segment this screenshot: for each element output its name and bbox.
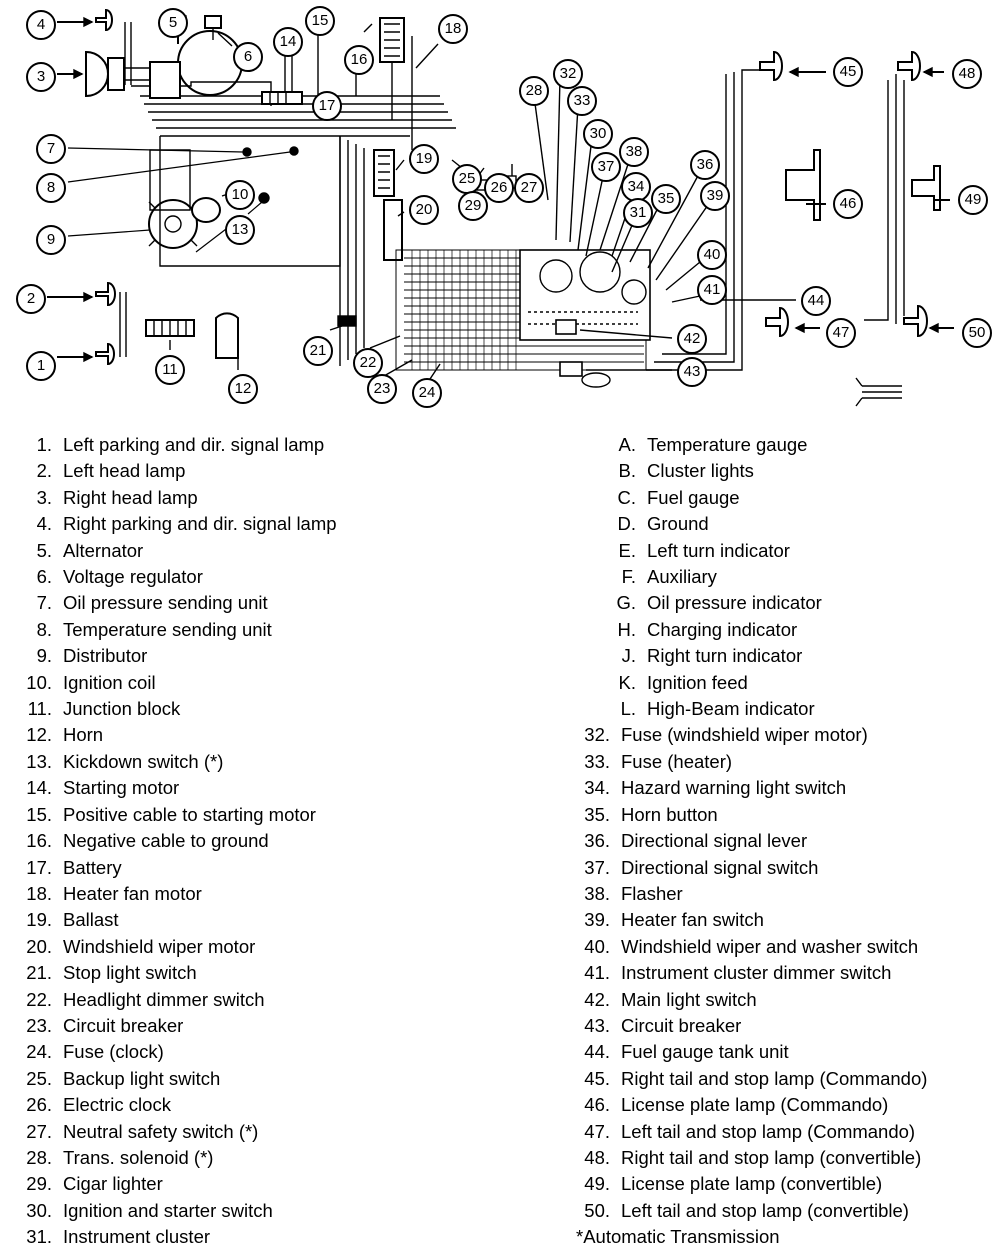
legend-right-column <box>576 432 996 1251</box>
legend-item <box>18 1092 458 1118</box>
legend-item <box>576 643 996 669</box>
legend-item-number: 31. <box>26 1226 52 1248</box>
legend-item <box>18 1198 458 1224</box>
legend-item <box>18 643 458 669</box>
legend-item-number: 41. <box>584 962 610 984</box>
legend-item <box>576 1145 996 1171</box>
legend-item <box>18 1224 458 1250</box>
legend-item-number: 49. <box>584 1173 610 1195</box>
callout-marker: 15 <box>305 6 335 36</box>
legend-item-number: D. <box>617 513 636 535</box>
legend-item-label: Hazard warning light switch <box>621 777 847 799</box>
callout-marker: 18 <box>438 14 468 44</box>
legend-item-label: License plate lamp (convertible) <box>621 1173 883 1195</box>
legend-item-label: Cigar lighter <box>63 1173 163 1195</box>
legend-item-label: Cluster lights <box>647 460 754 482</box>
legend-item <box>576 670 996 696</box>
legend-item-number: 39. <box>584 909 610 931</box>
legend-item <box>576 881 996 907</box>
legend-item-label: Instrument cluster <box>63 1226 211 1248</box>
legend-item <box>18 1145 458 1171</box>
callout-marker: 39 <box>700 181 730 211</box>
legend-item-number: 36. <box>584 830 610 852</box>
callout-marker: 5 <box>158 8 188 38</box>
legend-item <box>576 590 996 616</box>
legend-item <box>18 1013 458 1039</box>
legend-item <box>18 1171 458 1197</box>
callout-marker: 40 <box>697 240 727 270</box>
legend-item-label: Windshield wiper and washer switch <box>621 935 919 957</box>
legend-item <box>18 722 458 748</box>
legend-item <box>576 722 996 748</box>
legend-item-label: Ignition and starter switch <box>63 1199 273 1221</box>
callout-marker: 6 <box>233 42 263 72</box>
legend-item-number: 5. <box>36 539 52 561</box>
legend-item-label: Ground <box>647 513 709 535</box>
legend-item-number: 29. <box>26 1173 52 1195</box>
legend-item-label: Kickdown switch (*) <box>63 750 224 772</box>
legend-item-label: Right parking and dir. signal lamp <box>63 513 337 535</box>
legend-item-number: A. <box>618 434 636 455</box>
legend-item-label: Headlight dimmer switch <box>63 988 265 1010</box>
callout-marker: 30 <box>583 119 613 149</box>
legend-item-number: 21. <box>26 962 52 984</box>
legend-item <box>576 696 996 722</box>
callout-marker: 46 <box>833 189 863 219</box>
legend-item-number: 33. <box>584 750 610 772</box>
legend-item <box>18 960 458 986</box>
legend-item-number: 22. <box>26 988 52 1010</box>
legend-item-number: 7. <box>36 592 52 614</box>
legend-left-column <box>18 432 458 1251</box>
legend-item-number: 3. <box>36 486 52 508</box>
legend-item <box>18 485 458 511</box>
callout-marker: 29 <box>458 191 488 221</box>
callout-marker: 34 <box>621 172 651 202</box>
legend-item-label: Left tail and stop lamp (convertible) <box>621 1199 909 1221</box>
legend-item-label: Left tail and stop lamp (Commando) <box>621 1120 916 1142</box>
callout-marker: 28 <box>519 76 549 106</box>
callout-marker: 16 <box>344 45 374 75</box>
callout-marker: 13 <box>225 215 255 245</box>
callout-marker: 23 <box>367 374 397 404</box>
legend-item <box>576 802 996 828</box>
legend-item-number: 6. <box>36 566 52 588</box>
legend-item <box>576 458 996 484</box>
callout-marker: 4 <box>26 10 56 40</box>
legend-item-label: Starting motor <box>63 777 180 799</box>
legend-item-label: Fuse (windshield wiper motor) <box>621 724 868 746</box>
legend-item <box>576 538 996 564</box>
legend-item <box>576 907 996 933</box>
legend-item-label: Right head lamp <box>63 486 198 508</box>
legend-item-label: Fuse (clock) <box>63 1041 164 1063</box>
legend-item <box>576 432 996 458</box>
legend-item-label: Instrument cluster dimmer switch <box>621 962 892 984</box>
callout-marker: 41 <box>697 275 727 305</box>
legend-item <box>18 802 458 828</box>
legend-item <box>576 1171 996 1197</box>
legend-item-label: Right tail and stop lamp (convertible) <box>621 1146 922 1168</box>
callout-marker: 22 <box>353 348 383 378</box>
legend-item-label: Ballast <box>63 909 119 931</box>
legend-item-number: 38. <box>584 882 610 904</box>
legend-item-label: Oil pressure indicator <box>647 592 822 614</box>
legend-item <box>576 960 996 986</box>
callout-marker: 11 <box>155 355 185 385</box>
legend-item-label: Directional signal switch <box>621 856 819 878</box>
legend-item-number: 28. <box>26 1146 52 1168</box>
legend-item-number: 13. <box>26 750 52 772</box>
callout-marker: 20 <box>409 195 439 225</box>
legend-item <box>18 458 458 484</box>
legend-item <box>18 1119 458 1145</box>
legend-item-number: F. <box>621 566 636 588</box>
legend-item-number: 48. <box>584 1146 610 1168</box>
legend-footnote: *Automatic Transmission <box>576 1226 780 1248</box>
legend-item-label: Horn <box>63 724 104 746</box>
legend-item-number: 35. <box>584 803 610 825</box>
legend-item-number: 9. <box>36 645 52 667</box>
callout-marker: 8 <box>36 173 66 203</box>
legend-item-label: Left head lamp <box>63 460 186 482</box>
legend-item <box>18 696 458 722</box>
legend-item <box>18 564 458 590</box>
legend-item-label: Flasher <box>621 882 683 904</box>
legend-item <box>576 987 996 1013</box>
legend-item-label: Temperature gauge <box>647 434 808 455</box>
legend-item-number: 40. <box>584 935 610 957</box>
legend-item-label: Negative cable to ground <box>63 830 269 852</box>
legend-item <box>18 749 458 775</box>
legend-item-number: 24. <box>26 1041 52 1063</box>
legend-item-number: 46. <box>584 1094 610 1116</box>
legend-item <box>576 855 996 881</box>
legend-item-number: G. <box>616 592 636 614</box>
legend-item-label: Positive cable to starting motor <box>63 803 316 825</box>
callout-marker: 38 <box>619 137 649 167</box>
legend-item-number: 17. <box>26 856 52 878</box>
legend-item-number: 50. <box>584 1199 610 1221</box>
legend-item <box>18 934 458 960</box>
legend-item <box>576 1013 996 1039</box>
legend-item <box>18 907 458 933</box>
legend-item <box>18 828 458 854</box>
legend-item <box>576 617 996 643</box>
legend-item-label: Junction block <box>63 698 181 720</box>
legend-item-label: Electric clock <box>63 1094 171 1116</box>
legend-item-number: 45. <box>584 1067 610 1089</box>
legend-item-number: 25. <box>26 1067 52 1089</box>
legend-item <box>18 617 458 643</box>
legend-item-number: 8. <box>36 618 52 640</box>
legend-item <box>18 881 458 907</box>
legend-item <box>18 775 458 801</box>
legend-item-number: 34. <box>584 777 610 799</box>
legend-item-number: 10. <box>26 671 52 693</box>
legend-item <box>576 485 996 511</box>
legend-item-number: C. <box>617 486 636 508</box>
legend-item-label: Circuit breaker <box>63 1014 184 1036</box>
legend-item-number: 18. <box>26 882 52 904</box>
callout-marker: 44 <box>801 286 831 316</box>
legend-item-label: Fuse (heater) <box>621 750 733 772</box>
legend-item-number: 12. <box>26 724 52 746</box>
legend-item-number: B. <box>618 460 636 482</box>
callout-marker: 10 <box>225 180 255 210</box>
legend-item-label: Right turn indicator <box>647 645 803 667</box>
legend-item-number: 14. <box>26 777 52 799</box>
callout-marker: 42 <box>677 324 707 354</box>
legend-item-label: Fuel gauge tank unit <box>621 1041 789 1063</box>
legend-item <box>18 670 458 696</box>
legend-item-label: Trans. solenoid (*) <box>63 1146 214 1168</box>
callout-marker: 37 <box>591 152 621 182</box>
callout-marker: 17 <box>312 91 342 121</box>
legend-item <box>18 538 458 564</box>
callout-marker: 35 <box>651 184 681 214</box>
legend <box>0 432 1000 1248</box>
callout-marker: 7 <box>36 134 66 164</box>
legend-item <box>18 987 458 1013</box>
legend-item-number: 20. <box>26 935 52 957</box>
legend-item-label: Heater fan motor <box>63 882 202 904</box>
legend-item <box>576 511 996 537</box>
legend-item-number: J. <box>621 645 636 667</box>
callout-marker: 47 <box>826 318 856 348</box>
callout-marker: 31 <box>623 198 653 228</box>
legend-item-number: 42. <box>584 988 610 1010</box>
callout-marker: 27 <box>514 173 544 203</box>
legend-item-number: 2. <box>36 460 52 482</box>
legend-item-label: Circuit breaker <box>621 1014 742 1036</box>
legend-item-label: Heater fan switch <box>621 909 764 931</box>
legend-item-number: 32. <box>584 724 610 746</box>
legend-item-number: K. <box>618 671 636 693</box>
legend-item-number: 16. <box>26 830 52 852</box>
legend-item-label: Left turn indicator <box>647 539 790 561</box>
legend-item <box>576 564 996 590</box>
legend-item-number: 1. <box>36 434 52 455</box>
legend-item <box>18 590 458 616</box>
callout-marker: 32 <box>553 59 583 89</box>
legend-item-label: Alternator <box>63 539 144 561</box>
legend-item-label: Ignition feed <box>647 671 748 693</box>
legend-item-label: Auxiliary <box>647 566 717 588</box>
legend-item <box>576 1039 996 1065</box>
legend-item-label: Left parking and dir. signal lamp <box>63 434 325 455</box>
legend-item-number: 30. <box>26 1199 52 1221</box>
callout-marker: 1 <box>26 351 56 381</box>
legend-item-label: License plate lamp (Commando) <box>621 1094 889 1116</box>
legend-item-label: Directional signal lever <box>621 830 808 852</box>
legend-item-label: Backup light switch <box>63 1067 221 1089</box>
callout-marker: 9 <box>36 225 66 255</box>
legend-item <box>576 1198 996 1224</box>
legend-item-label: Charging indicator <box>647 618 798 640</box>
legend-item-number: 27. <box>26 1120 52 1142</box>
legend-item <box>576 934 996 960</box>
callout-marker: 45 <box>833 57 863 87</box>
legend-item-label: Battery <box>63 856 122 878</box>
legend-item-label: Ignition coil <box>63 671 156 693</box>
legend-item <box>18 1066 458 1092</box>
legend-item-number: 4. <box>36 513 52 535</box>
legend-item-number: 23. <box>26 1014 52 1036</box>
legend-item-number: 43. <box>584 1014 610 1036</box>
legend-item-label: Temperature sending unit <box>63 618 272 640</box>
legend-item-label: Voltage regulator <box>63 566 203 588</box>
legend-item-number: 44. <box>584 1041 610 1063</box>
callout-marker: 2 <box>16 284 46 314</box>
legend-item-label: Neutral safety switch (*) <box>63 1120 259 1142</box>
callout-marker: 49 <box>958 185 988 215</box>
legend-item-label: Fuel gauge <box>647 486 740 508</box>
legend-item-label: Windshield wiper motor <box>63 935 256 957</box>
legend-item-number: E. <box>618 539 636 561</box>
legend-item <box>18 511 458 537</box>
callout-marker: 25 <box>452 164 482 194</box>
callout-marker: 48 <box>952 59 982 89</box>
legend-item <box>576 775 996 801</box>
legend-item <box>576 749 996 775</box>
legend-item-number: 26. <box>26 1094 52 1116</box>
legend-item-label: Stop light switch <box>63 962 197 984</box>
legend-item-label: Distributor <box>63 645 148 667</box>
callout-marker: 43 <box>677 357 707 387</box>
callout-marker: 19 <box>409 144 439 174</box>
legend-item-number: 47. <box>584 1120 610 1142</box>
legend-item <box>576 828 996 854</box>
legend-item-number: 19. <box>26 909 52 931</box>
legend-item-number: L. <box>620 698 636 720</box>
legend-item <box>576 1092 996 1118</box>
callout-marker: 14 <box>273 27 303 57</box>
wiring-diagram <box>0 0 1000 420</box>
callout-marker: 36 <box>690 150 720 180</box>
legend-item-label: Main light switch <box>621 988 757 1010</box>
legend-item-label: Oil pressure sending unit <box>63 592 268 614</box>
legend-item <box>576 1066 996 1092</box>
callout-marker: 50 <box>962 318 992 348</box>
legend-item-number: 15. <box>26 803 52 825</box>
legend-item <box>576 1119 996 1145</box>
legend-item <box>18 1039 458 1065</box>
callout-marker: 21 <box>303 336 333 366</box>
legend-item-number: 37. <box>584 856 610 878</box>
legend-item-number: 11. <box>27 698 52 720</box>
callout-marker: 33 <box>567 86 597 116</box>
callout-marker: 24 <box>412 378 442 408</box>
legend-item-label: Right tail and stop lamp (Commando) <box>621 1067 928 1089</box>
legend-item <box>18 432 458 458</box>
legend-item-label: High-Beam indicator <box>647 698 815 720</box>
legend-item <box>18 855 458 881</box>
callout-marker: 12 <box>228 374 258 404</box>
callout-marker: 3 <box>26 62 56 92</box>
legend-item-number: H. <box>617 618 636 640</box>
callout-marker: 26 <box>484 173 514 203</box>
legend-item-label: Horn button <box>621 803 718 825</box>
